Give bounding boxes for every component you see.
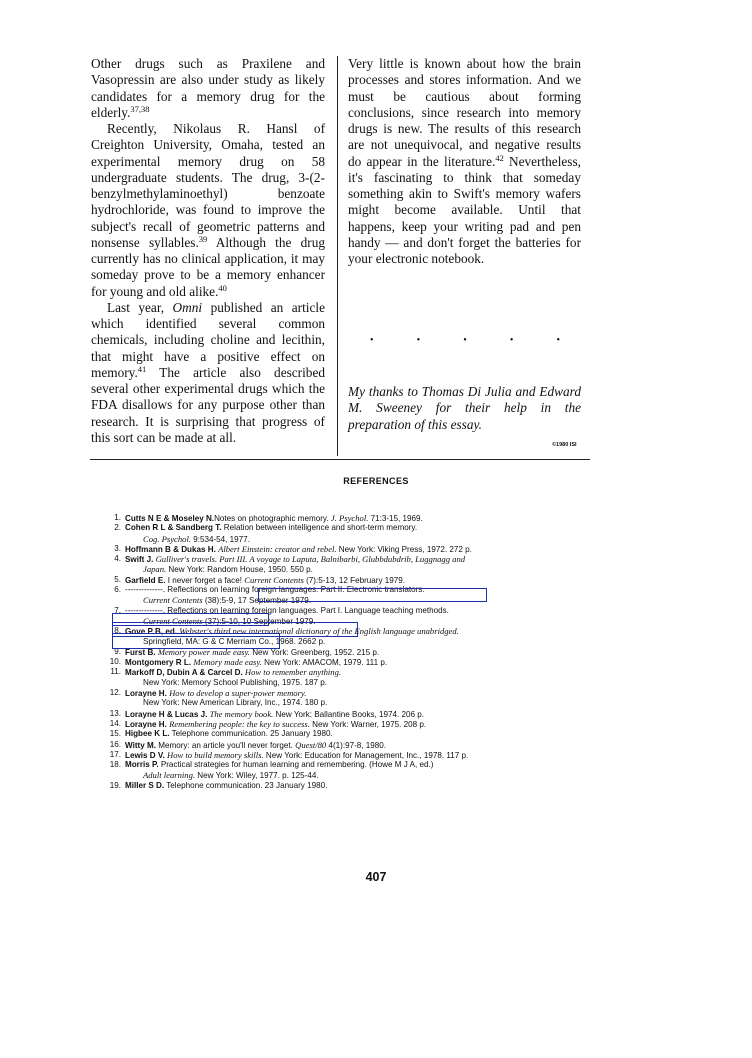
reference-number: 6.: [114, 585, 121, 595]
reference-item: [95, 554, 615, 575]
reference-number: 4.: [114, 554, 121, 564]
reference-item: [95, 750, 615, 760]
reference-number: 11.: [110, 667, 121, 677]
reference-text: Miller S D. Telephone communication. 23 January 1980.: [125, 780, 328, 790]
reference-text: Lewis D V. How to build memory skills. New York: Education for Management, Inc., 1978. 117 p.: [125, 749, 469, 760]
reference-text: Swift J. Gulliver's travels. Part III. A voyage to Laputa, Balnibarbi, Glubbdubdrib, Luggnagg and Japan. New York: Random House, 1950. 550 p.: [125, 554, 466, 575]
reference-number: 2.: [114, 523, 121, 533]
reference-number: 17.: [109, 749, 121, 759]
reference-number: 19.: [109, 780, 121, 790]
highlight-box-ref7: [112, 633, 280, 649]
highlight-box-ref5: [258, 588, 487, 602]
reference-text: --------------. Reflections on learning foreign languages. Part II. Electronic translators. Current Contents (38):5-9, 17 September 1979.: [125, 585, 425, 606]
dot: •: [509, 335, 514, 346]
reference-text: Lorayne H. How to develop a super-power memory. New York: New American Library, Inc., 1974. 180 p.: [125, 688, 328, 708]
reference-number: 13.: [109, 708, 121, 718]
reference-text: Morris P. Practical strategies for human learning and remembering. (Howe M J A, ed.) Adult learning. New York: Wiley, 1977. p. 125-44.: [125, 760, 434, 781]
reference-text: Lorayne H. Remembering people: the key to success. New York: Warner, 1975. 208 p.: [125, 718, 427, 729]
left-text-column: [91, 56, 325, 446]
right-text-column: [348, 56, 581, 267]
reference-item: [95, 719, 615, 729]
references-heading: REFERENCES: [343, 476, 409, 486]
reference-number: 16.: [109, 739, 121, 749]
left-paragraph-2: Recently, Nikolaus R. Hansl of Creighton University, Omaha, tested an experimental memory drug on 58 undergraduate students. The drug, 3-(2-benzylmethylaminoethyl) benzoate hydrochloride, was found to improve the subject's recall of geometric patterns and nonsense syllables.$^{39}$ Although the drug currently has no clinical application, it may someday prove to be a memory enhancer for young and old alike.$^{40}$: [91, 121, 325, 299]
dot: •: [370, 335, 374, 346]
reference-item: [95, 544, 615, 554]
reference-item: [95, 667, 615, 688]
reference-item: [95, 709, 615, 719]
reference-item: [95, 729, 615, 739]
reference-number: 1.: [114, 513, 121, 522]
reference-text: Cutts N E & Moseley N.Notes on photographic memory. J. Psychol. 71:3-15, 1969.: [125, 513, 423, 523]
reference-item: [95, 781, 615, 791]
section-rule: [90, 459, 590, 460]
right-paragraph-1: Very little is known about how the brain processes and stores information. And we must be cautious about forming conclusions, since research into memory drugs is new. The results of this research are not unequivocal, and negative results do appear in the literature.$^{42}$ Nevertheless, it's fascinating to think that someday something akin to Swift's memory wafers might become available. Until that happens, keep your writing pad and pen handy — and don't forget the batteries for your electronic notebook.: [348, 56, 581, 266]
reference-text: Witty M. Memory: an article you'll never forget. Quest/80 4(1):97-8, 1980.: [125, 739, 387, 750]
reference-item: [95, 523, 615, 544]
reference-text: Furst B. Memory power made easy. New York: Greenberg, 1952. 215 p.: [125, 646, 380, 657]
reference-text: Gove P B, ed. Webster's third new international dictionary of the English language unabridged. Springfield, MA: G & C Merriam Co., 1968. 2662 p.: [125, 626, 459, 646]
section-break-dots: [370, 336, 560, 346]
reference-number: 15.: [109, 729, 121, 739]
reference-text: Cohen R L & Sandberg T. Relation between intelligence and short-term memory. Cog. Psychol. 9:534-54, 1977.: [125, 523, 418, 544]
acknowledgement: My thanks to Thomas Di Julia and Edward M. Sweeney for their help in the preparation of this essay.: [348, 384, 581, 432]
reference-text: Garfield E. I never forget a face! Current Contents (7):5-13, 12 February 1979.: [125, 574, 406, 585]
dot: •: [556, 335, 560, 346]
reference-item: [95, 513, 615, 523]
references-list: [95, 513, 615, 791]
reference-text: Lorayne H & Lucas J. The memory book. New York: Ballantine Books, 1974. 206 p.: [125, 708, 425, 719]
dot: •: [463, 335, 467, 346]
column-divider: [337, 56, 338, 456]
left-paragraph-1: Other drugs such as Praxilene and Vasopressin are also under study as likely candidates for a memory drug for the elderly.$^{37,38}$: [91, 56, 325, 120]
reference-number: 5.: [114, 574, 121, 584]
reference-number: 14.: [109, 718, 121, 728]
reference-item: [95, 740, 615, 750]
reference-item: [95, 657, 615, 667]
page-number: 407: [365, 870, 387, 884]
reference-number: 9.: [114, 646, 121, 656]
reference-text: Montgomery R L. Memory made easy. New York: AMACOM, 1979. 111 p.: [125, 657, 388, 668]
reference-number: 7.: [114, 605, 121, 615]
reference-text: Markoff D, Dubin A & Carcel D. How to remember anything. New York: Memory School Publishing, 1975. 187 p.: [125, 667, 342, 687]
reference-text: Higbee K L. Telephone communication. 25 January 1980.: [125, 729, 333, 739]
copyright-notice: ©1980 ISI: [552, 442, 577, 448]
reference-item: [95, 575, 615, 585]
reference-text: --------------. Reflections on learning foreign languages. Part I. Language teaching methods. Current Contents (37):5-10, 10 September 1979.: [125, 605, 449, 626]
dot: •: [416, 335, 421, 346]
reference-number: 18.: [109, 760, 121, 770]
reference-number: 10.: [109, 657, 121, 667]
reference-item: [95, 688, 615, 709]
reference-number: 12.: [109, 688, 121, 698]
reference-number: 8.: [114, 626, 121, 636]
reference-item: [95, 760, 615, 781]
reference-text: Hoffmann B & Dukas H. Albert Einstein: creator and rebel. New York: Viking Press, 1972. 272 p.: [125, 543, 472, 554]
reference-number: 3.: [114, 543, 121, 553]
left-paragraph-3: Last year, Omni published an article which identified several common chemicals, including choline and lecithin, that might have a positive effect on memory.$^{41}$ The article also described several other experimental drugs which the FDA disallows for any purpose other than research. It is surprising that progress of this sort can be made at all.: [91, 299, 325, 445]
